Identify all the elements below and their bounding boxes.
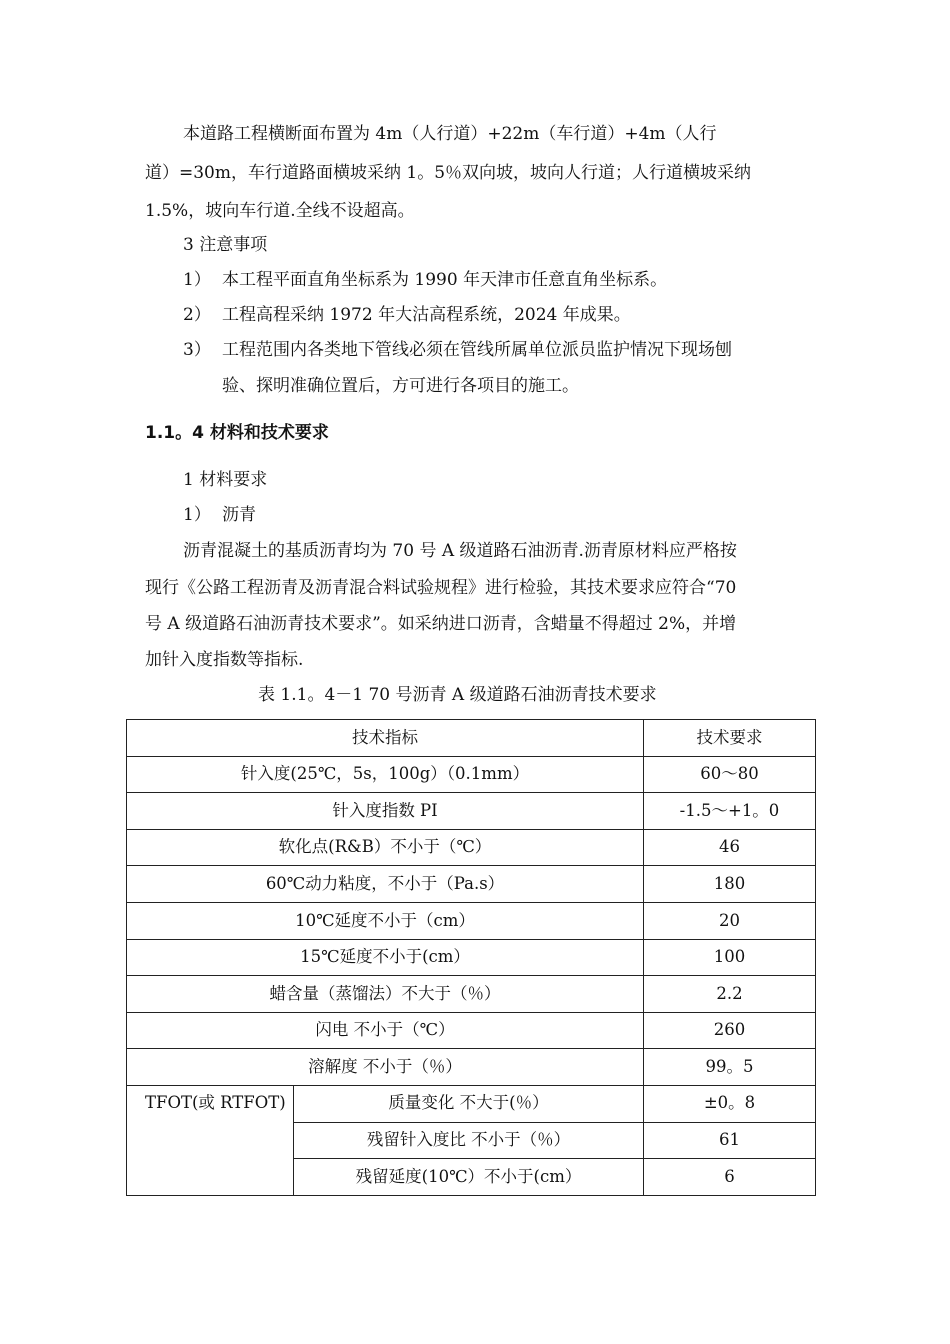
para1-line2: 道）=30m，车行道路面横坡采纳 1。5％双向坡，坡向人行道；人行道横坡采纳 [145, 163, 752, 183]
table-header-row [127, 720, 816, 757]
note-1-text: 本工程平面直角坐标系为 1990 年天津市任意直角坐标系。 [222, 270, 668, 290]
para2-line1: 沥青混凝土的基质沥青均为 70 号 A 级道路石油沥青.沥青原材料应严格按 [183, 541, 737, 561]
para2-line2: 现行《公路工程沥青及沥青混合料试验规程》进行检验，其技术要求应符合“70 [145, 578, 737, 598]
header-requirement: 技术要求 [644, 720, 816, 757]
row-value: 260 [644, 1012, 816, 1049]
notes-heading: 3 注意事项 [183, 235, 268, 255]
table-row [127, 976, 816, 1013]
table-row [127, 902, 816, 939]
row-value: 2.2 [644, 976, 816, 1013]
header-indicator: 技术指标 [127, 720, 644, 757]
asphalt-spec-table [126, 719, 816, 1196]
note-2-text: 工程高程采纳 1972 年大沽高程系统，2024 年成果。 [222, 305, 631, 325]
group-row-label: 残留针入度比 不小于（％） [294, 1122, 644, 1159]
table-row [127, 1085, 816, 1122]
table-row [127, 1049, 816, 1086]
row-value: 60～80 [644, 756, 816, 793]
row-label: 针入度(25℃，5s，100g）（0.1mm） [127, 756, 644, 793]
row-value: -1.5～+1。0 [644, 793, 816, 830]
table-row [127, 1012, 816, 1049]
row-value: 46 [644, 829, 816, 866]
group-row-value: 6 [644, 1159, 816, 1196]
row-label: 10℃延度不小于（cm） [127, 902, 644, 939]
note-1-number: 1） [183, 270, 211, 290]
row-label: 针入度指数 PI [127, 793, 644, 830]
asphalt-item-number: 1） [183, 505, 211, 525]
table-row [127, 866, 816, 903]
row-label: 60℃动力粘度，不小于（Pa.s） [127, 866, 644, 903]
row-label: 溶解度 不小于（％） [127, 1049, 644, 1086]
material-heading: 1 材料要求 [183, 470, 268, 490]
group-label-tfot: TFOT(或 RTFOT) [127, 1085, 294, 1195]
row-label: 蜡含量（蒸馏法）不大于（％） [127, 976, 644, 1013]
table-row [127, 756, 816, 793]
section-title: 1.1。4 材料和技术要求 [145, 423, 329, 443]
row-value: 99。5 [644, 1049, 816, 1086]
para1-line1: 本道路工程横断面布置为 4m（人行道）+22m（车行道）+4m（人行 [183, 124, 717, 144]
row-label: 闪电 不小于（℃） [127, 1012, 644, 1049]
row-label: 15℃延度不小于(cm） [127, 939, 644, 976]
para2-line3: 号 A 级道路石油沥青技术要求”。如采纳进口沥青，含蜡量不得超过 2%，并增 [145, 614, 737, 634]
table-row [127, 939, 816, 976]
group-row-value: ±0。8 [644, 1085, 816, 1122]
para2-line4: 加针入度指数等指标. [145, 650, 304, 670]
row-value: 180 [644, 866, 816, 903]
table-row [127, 793, 816, 830]
row-value: 20 [644, 902, 816, 939]
group-row-label: 残留延度(10℃）不小于(cm） [294, 1159, 644, 1196]
group-row-value: 61 [644, 1122, 816, 1159]
note-3-continuation: 验、探明准确位置后，方可进行各项目的施工。 [222, 376, 579, 396]
note-3-text: 工程范围内各类地下管线必须在管线所属单位派员监护情况下现场刨 [222, 340, 732, 360]
asphalt-item-text: 沥青 [222, 505, 256, 525]
note-2-number: 2） [183, 305, 211, 325]
note-3-number: 3） [183, 340, 211, 360]
table-caption: 表 1.1。4－1 70 号沥青 A 级道路石油沥青技术要求 [258, 685, 657, 705]
row-value: 100 [644, 939, 816, 976]
para1-line3: 1.5%，坡向车行道.全线不设超高。 [145, 201, 415, 221]
group-row-label: 质量变化 不大于(％） [294, 1085, 644, 1122]
table-row [127, 829, 816, 866]
row-label: 软化点(R&B）不小于（℃） [127, 829, 644, 866]
